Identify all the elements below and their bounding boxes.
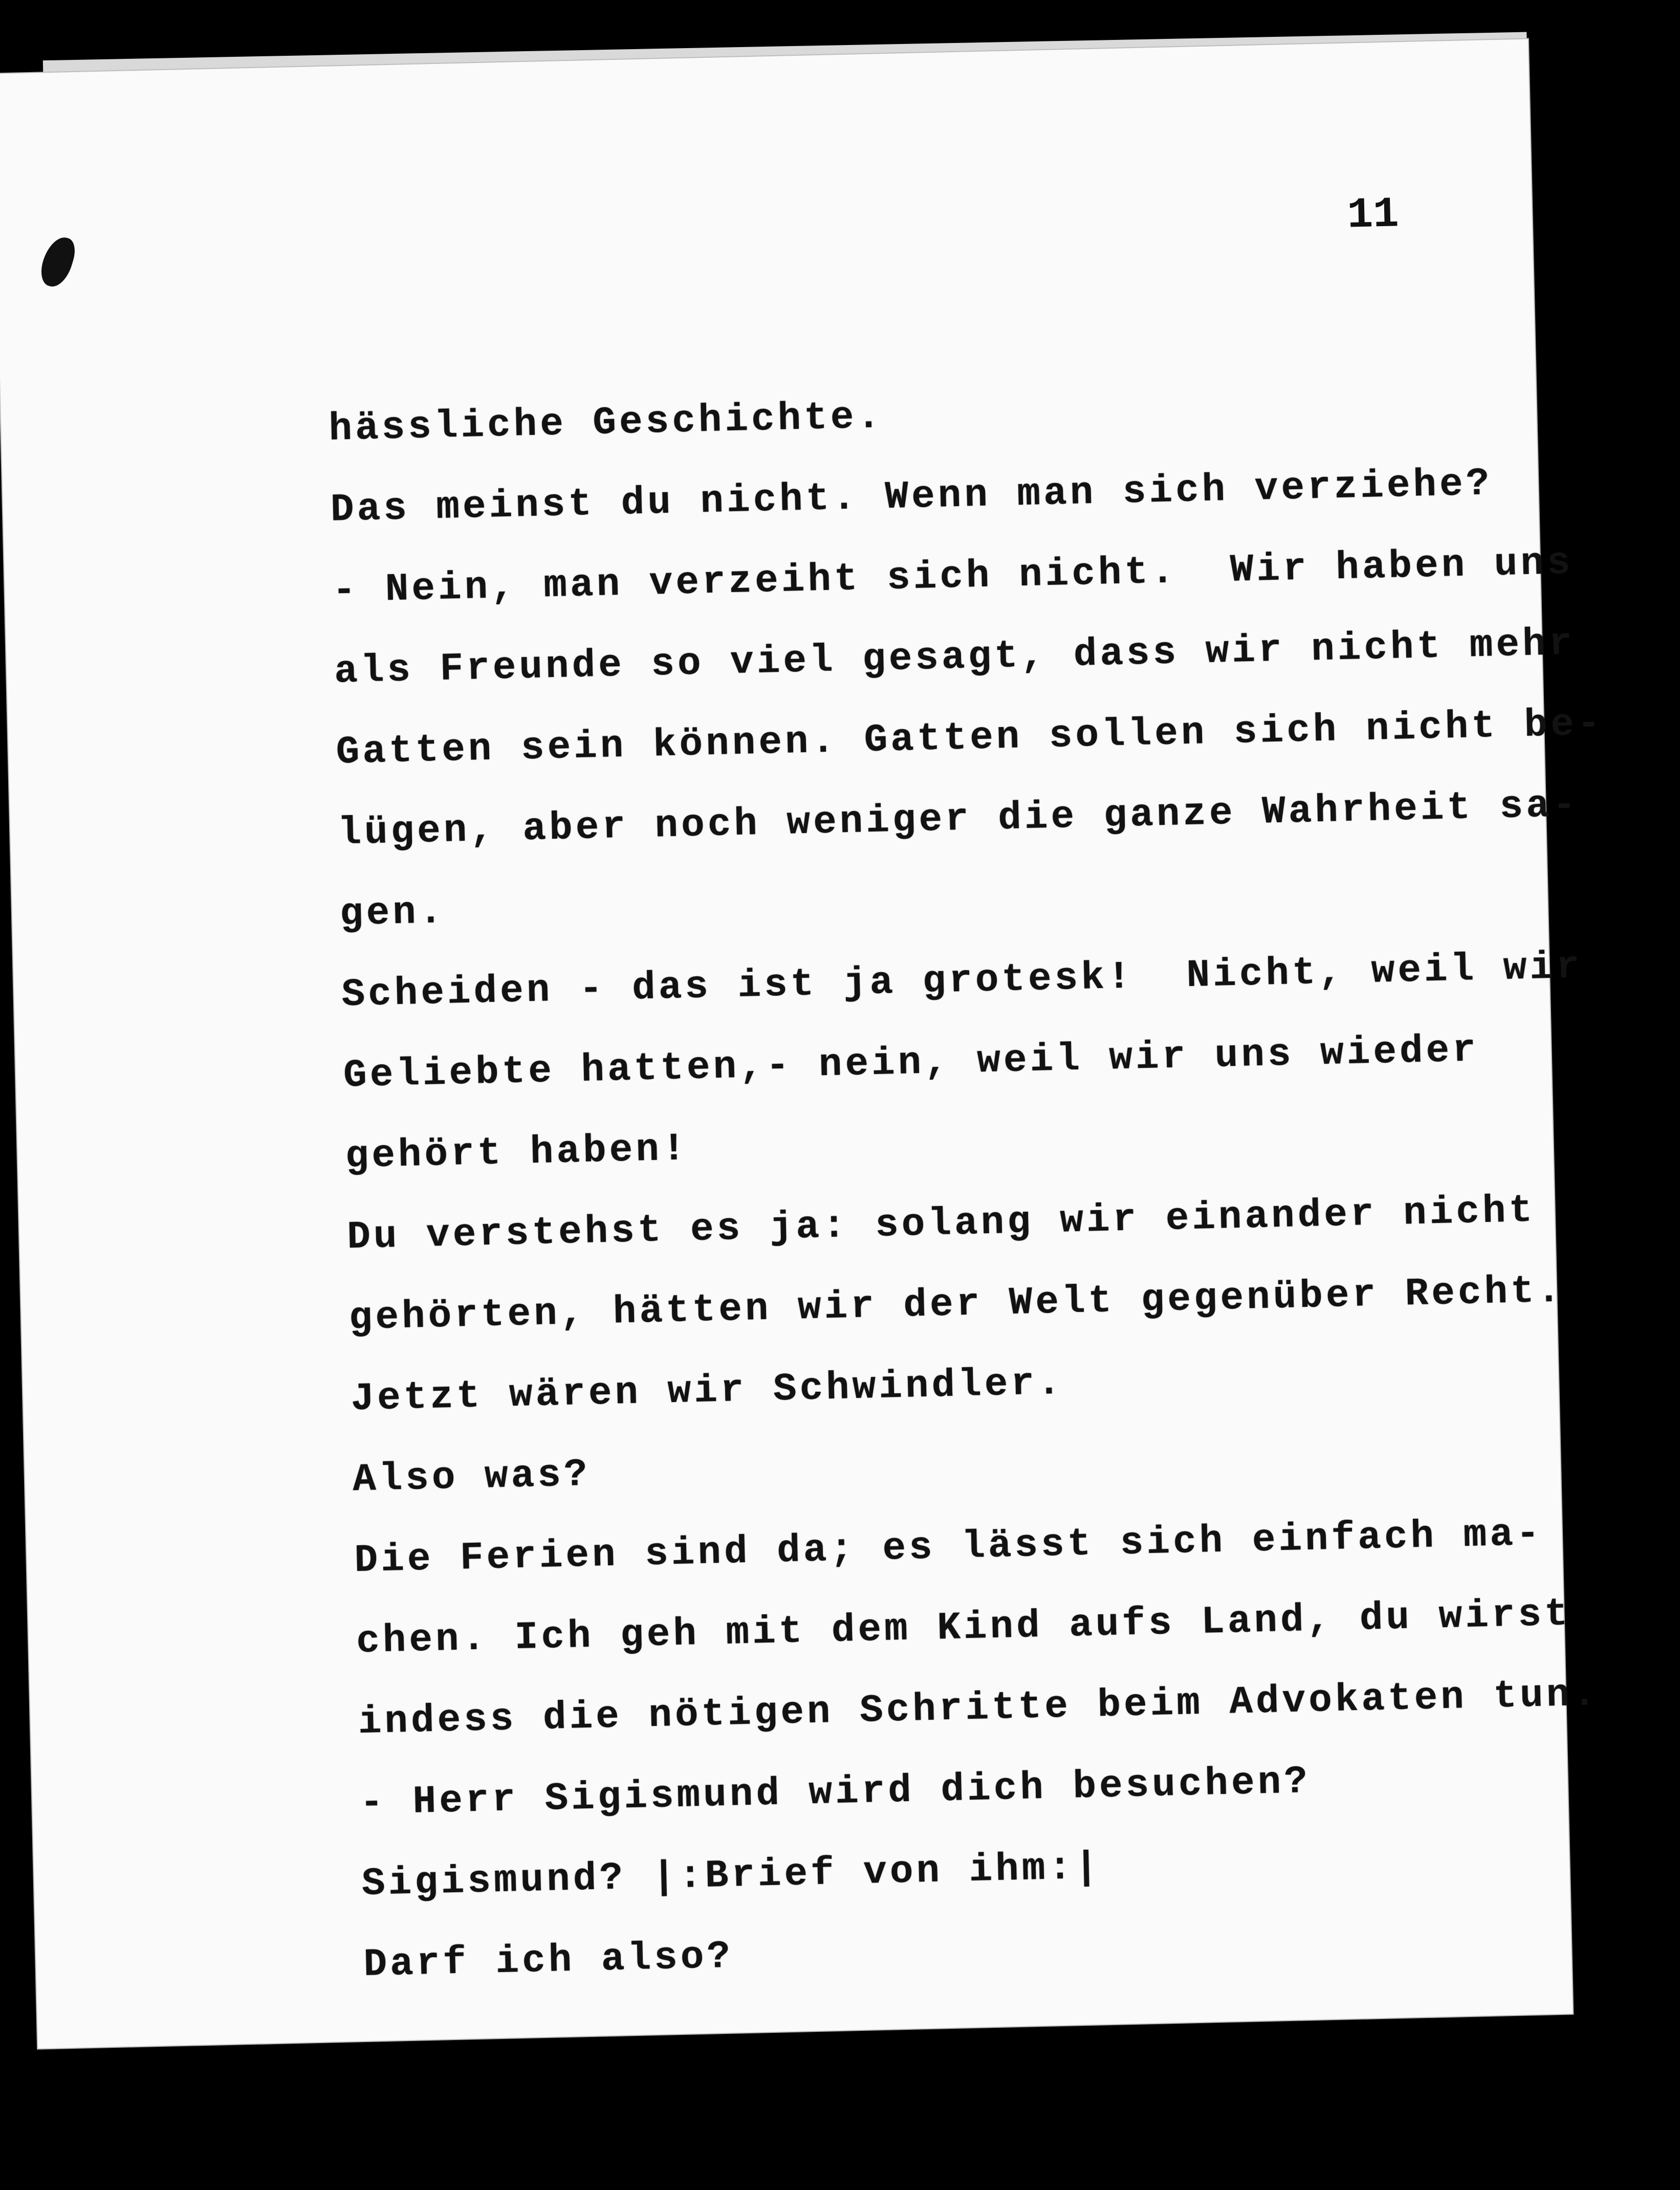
text-line: - Nein, man verzeiht sich nicht. Wir haben uns — [332, 540, 1574, 613]
text-line: Du verstehst es ja: solang wir einander nicht — [346, 1188, 1536, 1260]
text-line: chen. Ich geh mit dem Kind aufs Land, du wirst — [356, 1592, 1572, 1664]
page-number: 11 — [1346, 190, 1400, 240]
text-line: hässliche Geschichte. — [328, 395, 884, 451]
text-line: lügen, aber noch weniger die ganze Wahrheit sa- — [337, 783, 1580, 856]
ink-mark — [37, 233, 79, 291]
text-line: Gatten sein können. Gatten sollen sich nicht be- — [335, 702, 1604, 775]
text-line: Geliebte hatten,- nein, weil wir uns wieder — [343, 1028, 1479, 1098]
text-line: Die Ferien sind da; es lässt sich einfach ma- — [354, 1512, 1543, 1583]
text-line: Also was? — [352, 1452, 591, 1502]
typewritten-body — [328, 363, 1604, 2005]
text-line: gehörten, hätten wir der Welt gegenüber Recht. — [348, 1268, 1564, 1341]
typewritten-sheet — [0, 39, 1604, 2048]
text-line: gehört haben! — [344, 1127, 689, 1179]
text-line: gen. — [339, 889, 446, 936]
text-line: - Herr Sigismund wird dich besuchen? — [359, 1759, 1311, 1826]
text-line: indess die nötigen Schritte beim Advokaten tun. — [357, 1672, 1600, 1745]
text-line: Jetzt wären wir Schwindler. — [350, 1361, 1064, 1421]
text-line: Darf ich also? — [363, 1934, 734, 1987]
text-line: Das meinst du nicht. Wenn man sich verziehe? — [330, 462, 1493, 532]
text-line: als Freunde so viel gesagt, dass wir nicht mehr — [334, 621, 1576, 694]
text-line: Scheiden - das ist ja grotesk! Nicht, weil wir — [341, 945, 1583, 1017]
text-line: Sigismund? |:Brief von ihm:| — [361, 1845, 1102, 1907]
